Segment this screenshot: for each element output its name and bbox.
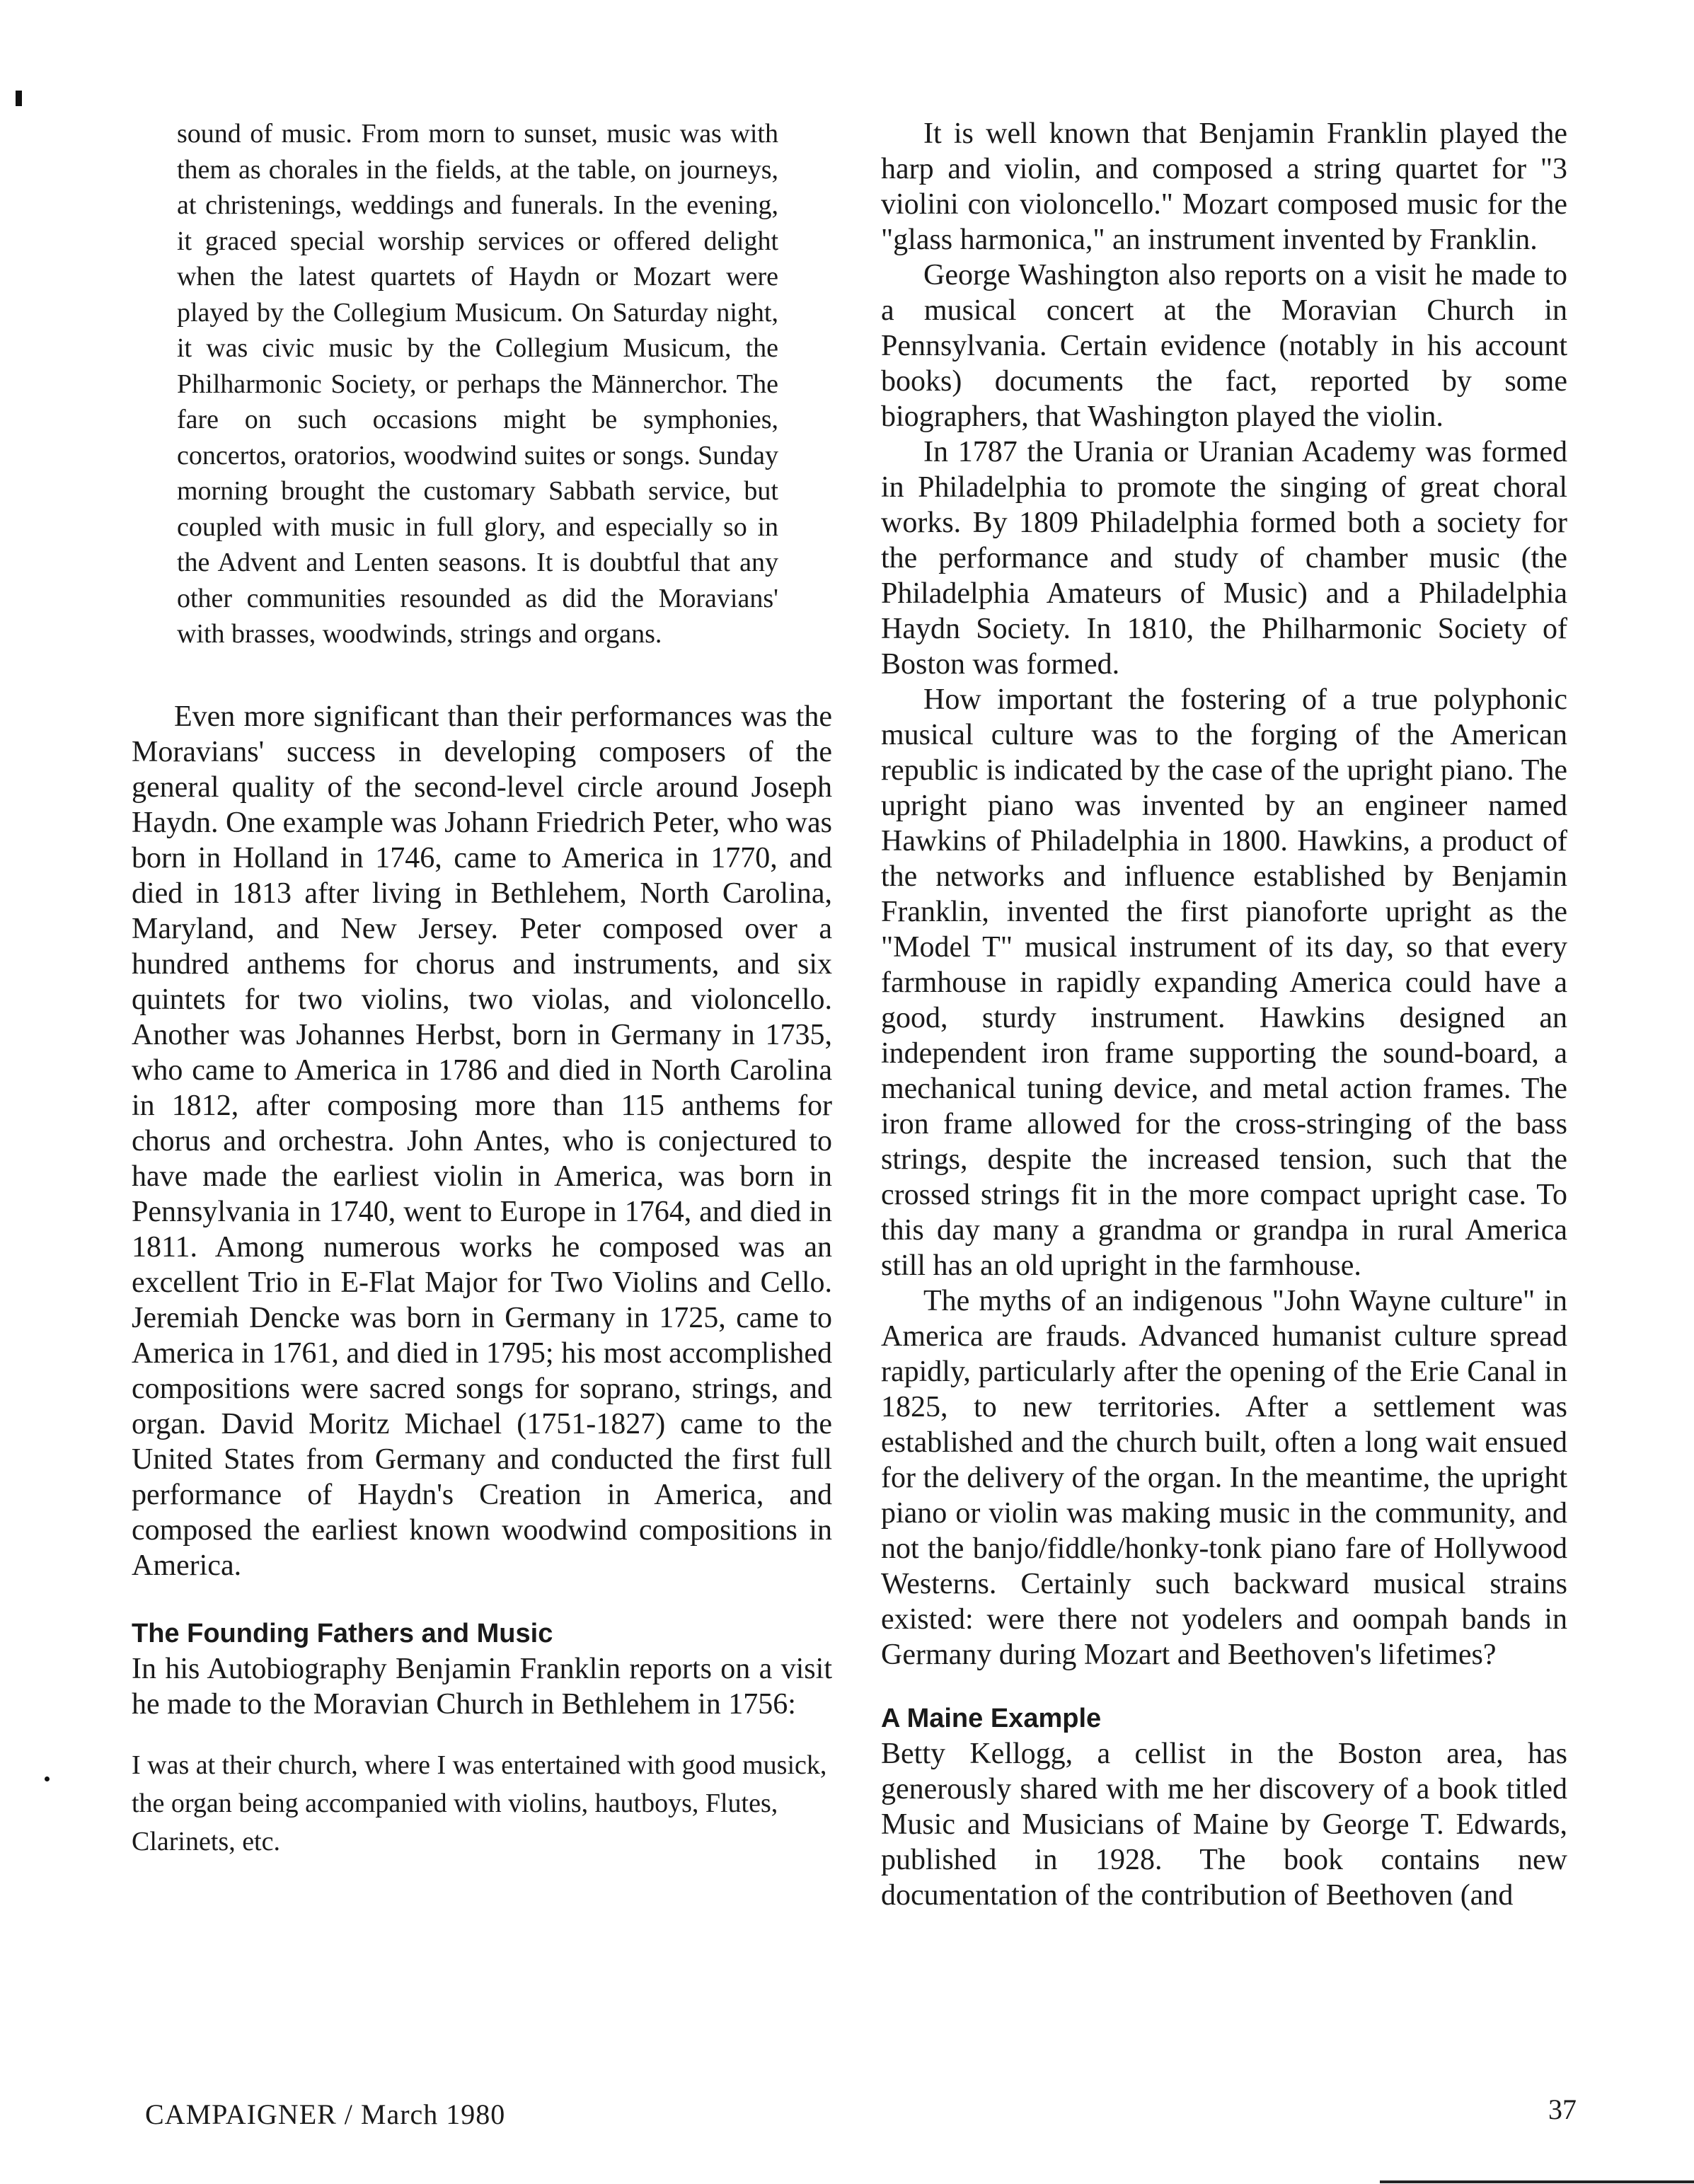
- right-paragraph-6: Betty Kellogg, a cellist in the Boston area, has generously shared with me her discovery of a book titled Music and Musicians of Maine by George T. Edwards, published in 1928. The book contains new documentation of the contribution of Beethoven (and: [881, 1738, 1567, 1912]
- right-paragraph-1: It is well known that Benjamin Franklin played the harp and violin, and composed a string quartet for "3 violini con violoncello." Mozart composed music for the "glass harmonica," an instrument invented by Franklin.: [881, 117, 1567, 256]
- section-heading-maine-example: A Maine Example: [881, 1704, 1102, 1733]
- spacer: [132, 1722, 832, 1746]
- franklin-quote: I was at their church, where I was entertained with good musick, the organ being accompanied with violins, hautboys, Flutes, Clarinets, etc.: [132, 1750, 827, 1856]
- bottom-rule: [1380, 2180, 1694, 2183]
- left-paragraph-2: Even more significant than their performances was the Moravians' success in developing composers of the general quality of the second-level circle around Joseph Haydn. One example was Johann Friedrich Peter, who was born in Holland in 1746, came to America in 1770, and died in 1813 after living in Bethlehem, North Carolina, Maryland, and New Jersey. Peter composed over a hundred anthems for chorus and instruments, and six quintets for two violins, two violas, and violoncello. Another was Johannes Herbst, born in Germany in 1735, who came to America in 1786 and died in North Carolina in 1812, after composing more than 115 anthems for chorus and orchestra. John Antes, who is conjectured to have made the earliest violin in America, was born in Pennsylvania in 1740, went to Europe in 1764, and died in 1811. Among numerous works he composed was an excellent Trio in E-Flat Major for Two Violins and Cello. Jeremiah Dencke was born in Germany in 1725, came to America in 1761, and died in 1795; his most accomplished compositions were sacred songs for soprano, strings, and organ. David Moritz Michael (1751-1827) came to the United States from Germany and conducted the first full performance of Haydn's Creation in America, and composed the earliest known woodwind compositions in America.: [132, 700, 832, 1582]
- spacer: [132, 652, 832, 699]
- page-number: 37: [1548, 2093, 1577, 2125]
- left-column: [132, 116, 832, 1861]
- left-paragraph-3: In his Autobiography Benjamin Franklin reports on a visit he made to the Moravian Church in Bethlehem in 1756:: [132, 1652, 832, 1721]
- footer-publication: CAMPAIGNER / March 1980: [145, 2098, 506, 2130]
- right-paragraph-5: The myths of an indigenous "John Wayne culture" in America are frauds. Advanced humanist culture spread rapidly, particularly after the opening of the Erie Canal in 1825, to new territories. After a settlement was established and the church built, often a long wait ensued for the delivery of the organ. In the meantime, the upright piano or violin was making music in the community, and not the banjo/fiddle/honky-tonk piano fare of Hollywood Westerns. Certainly such backward musical strains existed: were there not yodelers and oompah bands in Germany during Mozart and Beethoven's lifetimes?: [881, 1285, 1567, 1671]
- right-paragraph-4: How important the fostering of a true polyphonic musical culture was to the forging of the American republic is indicated by the case of the upright piano. The upright piano was invented by an engineer named Hawkins of Philadelphia in 1800. Hawkins, a product of the networks and influence established by Benjamin Franklin, invented the first pianoforte upright as the "Model T" musical instrument of its day, so that every farmhouse in rapidly expanding America could have a good, sturdy instrument. Hawkins designed an independent iron frame supporting the sound-board, a mechanical tuning device, and metal action frames. The iron frame allowed for the cross-stringing of the bass strings, despite the increased tension, such that the crossed strings fit in the more compact upright case. To this day many a grandma or grandpa in rural America still has an old upright in the farmhouse.: [881, 683, 1567, 1282]
- right-paragraph-2: George Washington also reports on a visit he made to a musical concert at the Moravian Church in Pennsylvania. Certain evidence (notably in his account books) documents the fact, reported by some biographers, that Washington played the violin.: [881, 259, 1567, 433]
- margin-dot: [45, 1776, 50, 1781]
- left-paragraph-1: sound of music. From morn to sunset, music was with them as chorales in the fields, at the table, on journeys, at christenings, weddings and funerals. In the evening, it graced special worship services or offered delight when the latest quartets of Haydn or Mozart were played by the Collegium Musicum. On Saturday night, it was civic music by the Collegium Musicum, the Philharmonic Society, or perhaps the Männerchor. The fare on such occasions might be symphonies, concertos, oratorios, woodwind suites or songs. Sunday morning brought the customary Sabbath service, but coupled with music in full glory, and especially so in the Advent and Lenten seasons. It is doubtful that any other communities resounded as did the Moravians' with brasses, woodwinds, strings and organs.: [177, 119, 778, 649]
- spacer: [132, 1583, 832, 1616]
- spacer: [881, 1672, 1567, 1701]
- right-column: [881, 116, 1567, 1913]
- right-paragraph-3: In 1787 the Urania or Uranian Academy was formed in Philadelphia to promote the singing of great choral works. By 1809 Philadelphia formed both a society for the performance and study of chamber music (the Philadelphia Amateurs of Music) and a Philadelphia Haydn Society. In 1810, the Philharmonic Society of Boston was formed.: [881, 436, 1567, 681]
- margin-mark: [16, 91, 22, 106]
- section-heading-founding-fathers: The Founding Fathers and Music: [132, 1618, 553, 1648]
